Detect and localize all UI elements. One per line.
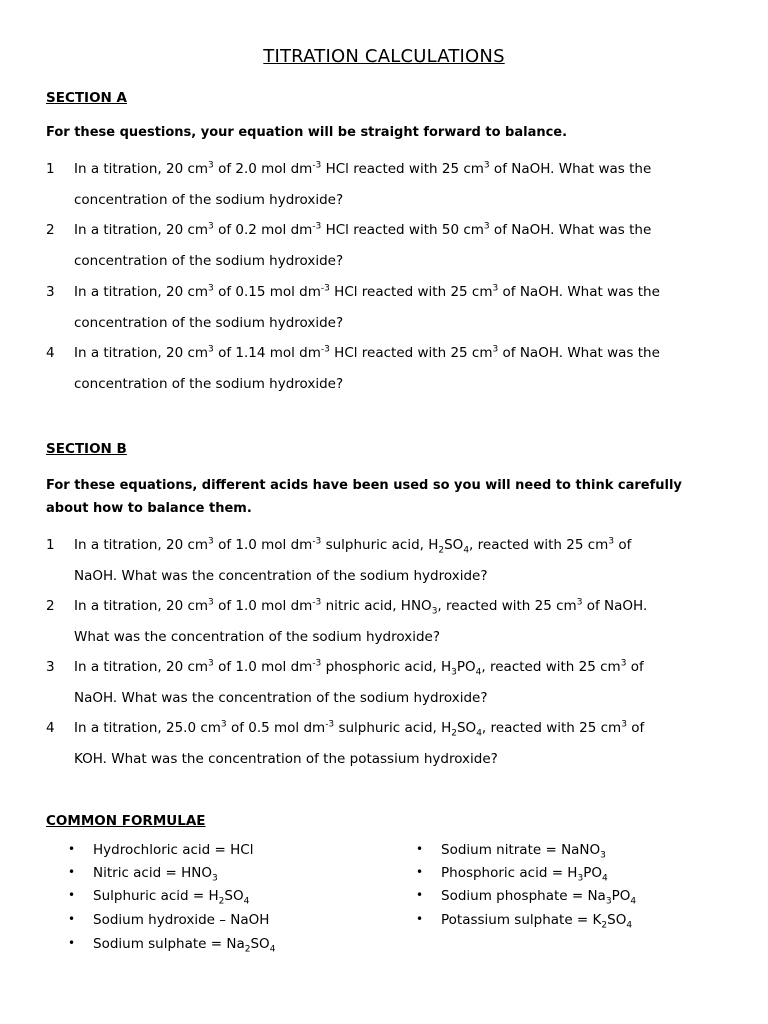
- question-number: 4: [46, 345, 55, 361]
- section-a-heading: SECTION A: [46, 90, 128, 106]
- formulae-list-right: • Sodium nitrate = NaNO$_3$ • Phosphoric acid = $H_3PO_4$ • Sodium phosphate = $Na_3PO_4$ • Potassium sulphate = $K_2SO_4$: [416, 842, 637, 931]
- bullet-icon: •: [416, 912, 424, 926]
- section-b-heading: SECTION B: [46, 441, 127, 457]
- question-text-line-1: In a titration, 20 $cm^3$ of 1.14 mol $dm^{-3}$ HCl reacted with 25 $cm^3$ of NaOH. What was the: [74, 344, 660, 361]
- section-b-intro: For these equations, different acids have been used so you will need to think carefully about how to balance them.: [46, 478, 682, 516]
- question-text-line-1: In a titration, 20 $cm^3$ of 0.15 mol $dm^{-3}$ HCl reacted with 25 $cm^3$ of NaOH. What was the: [74, 283, 660, 300]
- question-text-line-1: In a titration, 20 $cm^3$ of 1.0 mol $dm^{-3}$ phosphoric acid, $H_3PO_4$, reacted with 25 $cm^3$ of: [74, 658, 644, 678]
- question-text-line-1: In a titration, 20 $cm^3$ of 0.2 mol $dm^{-3}$ HCl reacted with 50 $cm^3$ of NaOH. What was the: [74, 221, 652, 238]
- question-text-line-2: NaOH. What was the concentration of the sodium hydroxide?: [74, 568, 488, 584]
- bullet-icon: •: [416, 865, 424, 879]
- question-text-line-1: In a titration, 20 $cm^3$ of 1.0 mol $dm^{-3}$ sulphuric acid, $H_2SO_4$, reacted with 25 $cm^3$ of: [74, 536, 632, 556]
- question-text-line-2: What was the concentration of the sodium hydroxide?: [74, 629, 440, 645]
- question-number: 3: [46, 284, 55, 300]
- formulae-list-left: • Hydrochloric acid = HCl • Nitric acid = $HNO_3$ • Sulphuric acid = $H_2SO_4$ • Sodium hydroxide – NaOH • Sodium sulphate = $Na_2SO_4$: [68, 842, 276, 955]
- question-number: 3: [46, 659, 55, 675]
- bullet-icon: •: [68, 842, 76, 856]
- question-number: 2: [46, 598, 55, 614]
- question-text-line-1: In a titration, 25.0 $cm^3$ of 0.5 mol $dm^{-3}$ sulphuric acid, $H_2SO_4$, reacted with 25 $cm^3$ of: [74, 719, 645, 739]
- question-text-line-1: In a titration, 20 $cm^3$ of 2.0 mol $dm^{-3}$ HCl reacted with 25 $cm^3$ of NaOH. What was the: [74, 160, 652, 177]
- bullet-icon: •: [416, 888, 424, 902]
- question-text-line-2: NaOH. What was the concentration of the sodium hydroxide?: [74, 690, 488, 706]
- formulae-heading: COMMON FORMULAE: [46, 813, 206, 829]
- bullet-icon: •: [68, 865, 76, 879]
- bullet-icon: •: [68, 912, 76, 926]
- section-a-intro: For these questions, your equation will be straight forward to balance.: [46, 125, 568, 140]
- bullet-icon: •: [68, 936, 76, 950]
- question-text-line-2: concentration of the sodium hydroxide?: [74, 192, 344, 208]
- page-title: TITRATION CALCULATIONS: [263, 46, 505, 67]
- question-number: 2: [46, 222, 55, 238]
- question-number: 4: [46, 720, 55, 736]
- question-text-line-2: concentration of the sodium hydroxide?: [74, 376, 344, 392]
- bullet-icon: •: [68, 888, 76, 902]
- question-number: 1: [46, 537, 55, 553]
- question-text-line-2: concentration of the sodium hydroxide?: [74, 315, 344, 331]
- question-text-line-2: concentration of the sodium hydroxide?: [74, 253, 344, 269]
- question-number: 1: [46, 161, 55, 177]
- question-text-line-1: In a titration, 20 $cm^3$ of 1.0 mol $dm^{-3}$ nitric acid, $HNO_3$, reacted with 25 $cm^3$ of NaOH.: [74, 597, 648, 617]
- bullet-icon: •: [416, 842, 424, 856]
- question-text-line-2: KOH. What was the concentration of the potassium hydroxide?: [74, 751, 498, 767]
